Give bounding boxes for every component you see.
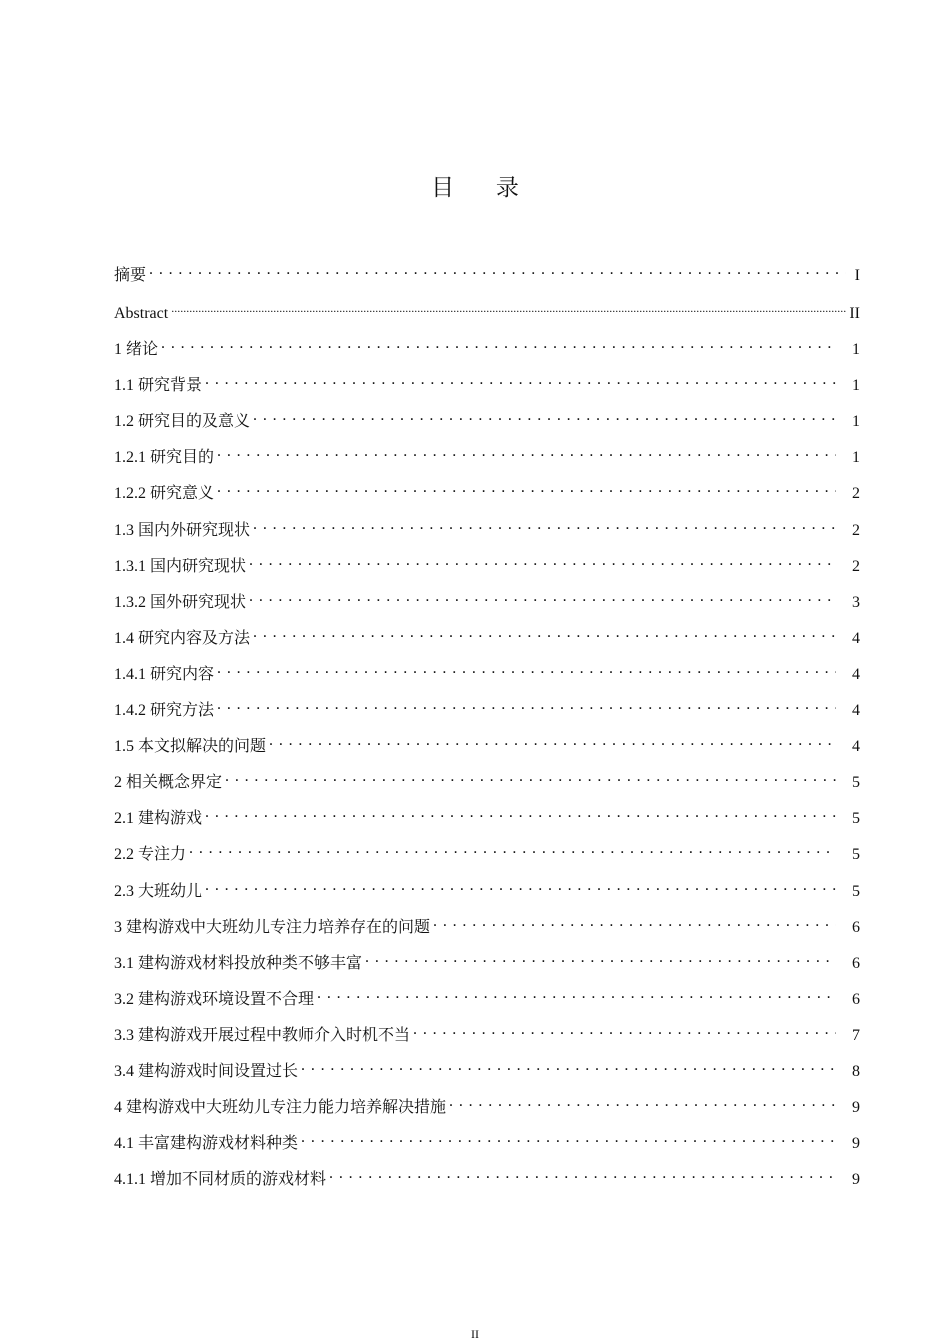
toc-entry-page: 8: [852, 1062, 860, 1080]
toc-entry[interactable]: [114, 982, 860, 1018]
toc-leader-dots: [217, 442, 836, 462]
toc-entry-label: 摘要: [114, 267, 147, 284]
toc-leader-dots: [225, 767, 836, 787]
toc-leader-dots: [205, 876, 836, 896]
toc-leader-dots: [269, 731, 836, 751]
toc-entry-page: 9: [852, 1135, 860, 1153]
toc-leader-dots: [253, 623, 836, 643]
toc-leader-dots: [249, 551, 836, 571]
toc-entry-page: 7: [852, 1026, 860, 1044]
toc-entry-label: 2 相关概念界定: [114, 774, 223, 792]
toc-entry-label: 4.1 丰富建构游戏材料种类: [114, 1135, 299, 1153]
toc-entry[interactable]: [114, 1018, 860, 1054]
toc-entry-label: 1.4.1 研究内容: [114, 665, 215, 683]
toc-entry-page: 4: [852, 665, 860, 683]
toc-entry-page: 6: [852, 954, 860, 972]
toc-entry[interactable]: [114, 657, 860, 693]
toc-entry[interactable]: [114, 693, 860, 729]
toc-entry-page: 2: [852, 557, 860, 575]
toc-title: 目 录: [431, 175, 537, 200]
toc-entry-label: 1.5 本文拟解决的问题: [114, 738, 267, 756]
toc-entry-label: 1 绪论: [114, 341, 159, 359]
page-number: II: [471, 1327, 479, 1341]
toc-entry-page: 1: [852, 413, 860, 431]
toc-entry-page: 4: [852, 702, 860, 720]
toc-leader-dots: [217, 695, 836, 715]
toc-leader-dots: [365, 948, 836, 968]
toc-leader-dots: [301, 1056, 836, 1076]
toc-leader-dots: [205, 370, 836, 390]
toc-entry-label: 3.3 建构游戏开展过程中教师介入时机不当: [114, 1026, 411, 1044]
toc-entry[interactable]: [114, 1054, 860, 1090]
toc-entry-label: Abstract: [114, 305, 169, 322]
toc-entry[interactable]: [114, 621, 860, 657]
toc-entry-page: 2: [852, 521, 860, 539]
toc-entry[interactable]: [114, 296, 860, 332]
table-of-contents: [114, 258, 860, 1198]
toc-entry-label: 3.2 建构游戏环境设置不合理: [114, 990, 315, 1008]
toc-entry-page: 4: [852, 629, 860, 647]
toc-entry-page: 5: [852, 846, 860, 864]
toc-leader-dots: [171, 298, 846, 318]
toc-entry-page: 1: [852, 341, 860, 359]
toc-entry[interactable]: [114, 585, 860, 621]
toc-leader-dots: [217, 659, 836, 679]
toc-leader-dots: [161, 334, 836, 354]
toc-entry-label: 1.1 研究背景: [114, 377, 203, 395]
toc-leader-dots: [449, 1092, 836, 1112]
toc-entry-page: 1: [852, 377, 860, 395]
toc-entry-page: 3: [852, 593, 860, 611]
toc-entry-page: 6: [852, 918, 860, 936]
toc-entry[interactable]: [114, 1090, 860, 1126]
toc-entry-label: 1.2 研究目的及意义: [114, 413, 251, 431]
toc-entry-label: 1.4.2 研究方法: [114, 702, 215, 720]
toc-entry-page: 1: [852, 449, 860, 467]
toc-entry-label: 2.1 建构游戏: [114, 810, 203, 828]
toc-entry-page: I: [854, 267, 860, 284]
toc-entry[interactable]: [114, 404, 860, 440]
toc-entry-page: 5: [852, 882, 860, 900]
toc-entry[interactable]: [114, 332, 860, 368]
toc-entry[interactable]: [114, 837, 860, 873]
toc-entry-label: 1.3.2 国外研究现状: [114, 593, 247, 611]
toc-entry-label: 1.2.1 研究目的: [114, 449, 215, 467]
toc-leader-dots: [433, 912, 836, 932]
toc-leader-dots: [253, 515, 836, 535]
toc-entry-label: 1.2.2 研究意义: [114, 485, 215, 503]
toc-entry-page: 4: [852, 738, 860, 756]
toc-entry[interactable]: [114, 258, 860, 296]
toc-leader-dots: [301, 1128, 836, 1148]
toc-entry-label: 2.2 专注力: [114, 846, 187, 864]
toc-entry-page: 5: [852, 810, 860, 828]
toc-leader-dots: [329, 1164, 836, 1184]
toc-leader-dots: [205, 803, 836, 823]
toc-entry[interactable]: [114, 549, 860, 585]
toc-entry[interactable]: [114, 440, 860, 476]
toc-entry[interactable]: [114, 910, 860, 946]
toc-entry[interactable]: [114, 513, 860, 549]
toc-entry[interactable]: [114, 476, 860, 512]
toc-entry-label: 4.1.1 增加不同材质的游戏材料: [114, 1171, 327, 1189]
toc-entry-page: II: [849, 305, 860, 322]
toc-leader-dots: [149, 260, 846, 280]
toc-entry-label: 1.4 研究内容及方法: [114, 629, 251, 647]
toc-leader-dots: [317, 984, 836, 1004]
toc-entry-page: 9: [852, 1099, 860, 1117]
toc-entry-label: 4 建构游戏中大班幼儿专注力能力培养解决措施: [114, 1099, 447, 1117]
toc-leader-dots: [189, 839, 836, 859]
toc-entry-label: 3.1 建构游戏材料投放种类不够丰富: [114, 954, 363, 972]
toc-entry[interactable]: [114, 368, 860, 404]
toc-entry-label: 2.3 大班幼儿: [114, 882, 203, 900]
toc-entry-label: 1.3 国内外研究现状: [114, 521, 251, 539]
toc-entry[interactable]: [114, 765, 860, 801]
toc-leader-dots: [249, 587, 836, 607]
toc-entry-label: 3.4 建构游戏时间设置过长: [114, 1062, 299, 1080]
toc-entry-page: 2: [852, 485, 860, 503]
toc-entry[interactable]: [114, 1162, 860, 1198]
toc-leader-dots: [413, 1020, 836, 1040]
toc-leader-dots: [253, 406, 836, 426]
toc-entry[interactable]: [114, 729, 860, 765]
toc-entry-page: 9: [852, 1171, 860, 1189]
toc-entry-page: 5: [852, 774, 860, 792]
toc-entry[interactable]: [114, 946, 860, 982]
toc-entry[interactable]: [114, 874, 860, 910]
toc-entry-label: 3 建构游戏中大班幼儿专注力培养存在的问题: [114, 918, 431, 936]
toc-entry-label: 1.3.1 国内研究现状: [114, 557, 247, 575]
toc-entry[interactable]: [114, 1126, 860, 1162]
toc-leader-dots: [217, 478, 836, 498]
toc-entry-page: 6: [852, 990, 860, 1008]
toc-entry[interactable]: [114, 801, 860, 837]
